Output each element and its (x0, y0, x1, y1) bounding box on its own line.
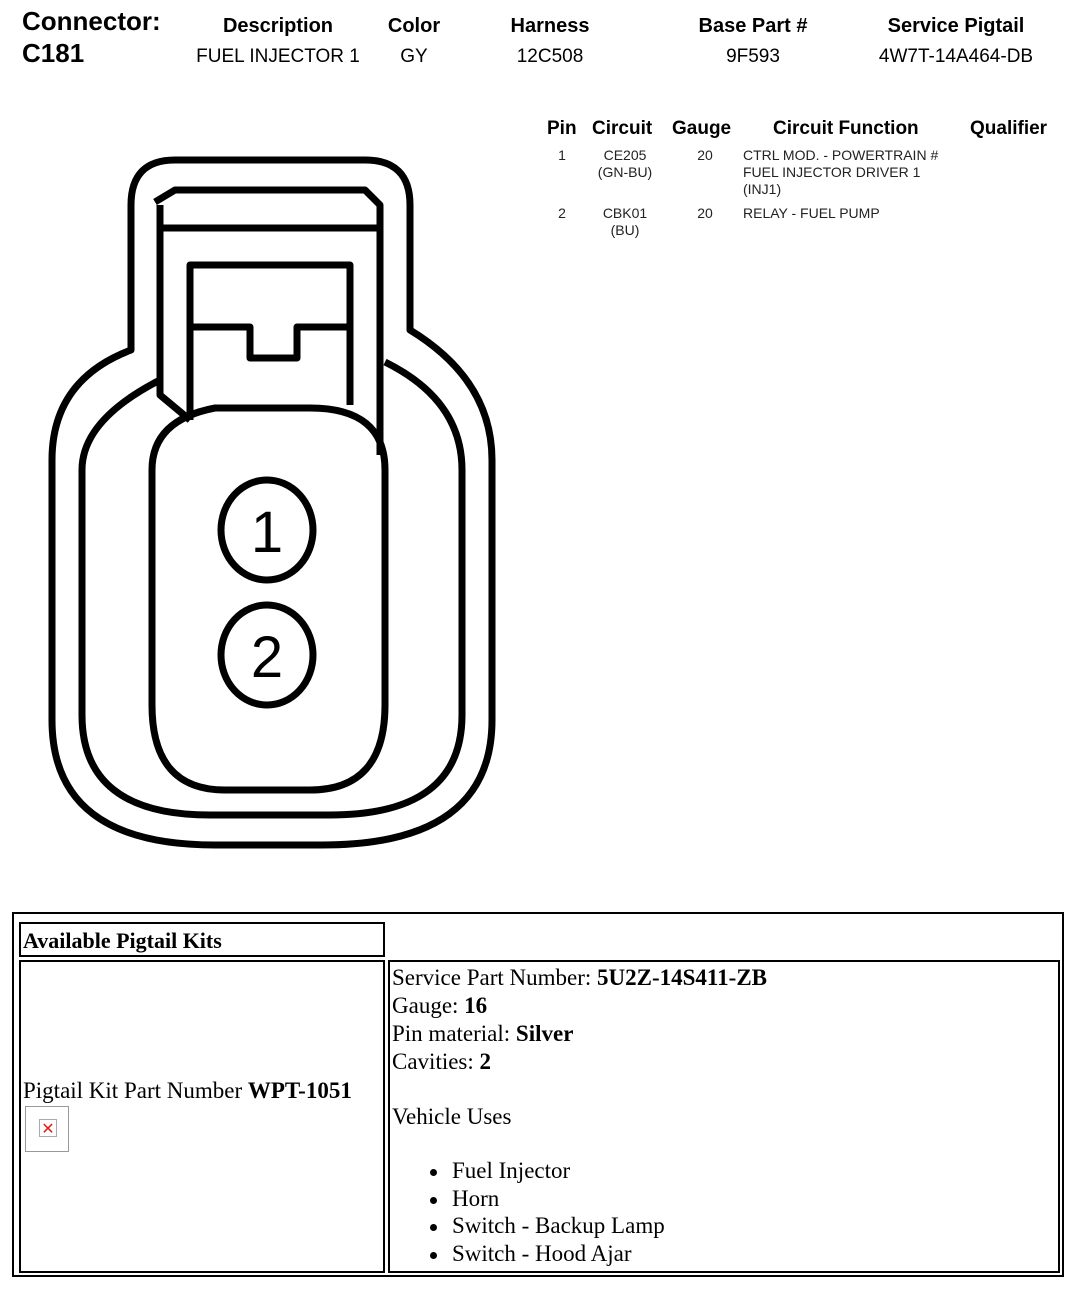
row-2-circuit (585, 205, 665, 239)
pigtail-kits-table (12, 912, 1064, 1277)
vehicle-use-item: Fuel Injector (426, 1157, 665, 1185)
vehicle-uses-label: Vehicle Uses (392, 1104, 512, 1129)
locking-tab-notch (190, 327, 350, 358)
connector-id: C181 (22, 38, 85, 68)
service-part-number-value: 5U2Z-14S411-ZB (597, 965, 768, 990)
header-service-pigtail (860, 14, 1052, 70)
header-color (374, 14, 454, 70)
pin-header: Pin (547, 118, 577, 139)
pin-material-label: Pin material: (392, 1021, 516, 1046)
header-service-pigtail-label: Service Pigtail (887, 15, 1025, 37)
header-description-label: Description (222, 15, 334, 37)
row-1-circuit-color: (GN-BU) (597, 164, 653, 180)
circuit-header: Circuit (592, 118, 653, 139)
row-1-function-line-1: CTRL MOD. - POWERTRAIN # (743, 147, 939, 163)
locking-tab (190, 265, 350, 420)
row-1-gauge: 20 (697, 147, 713, 163)
row-2-function-line-1: RELAY - FUEL PUMP (743, 205, 880, 221)
pigtail-kit-part-number (23, 1078, 352, 1104)
pigtail-details-cell (388, 960, 1060, 1273)
row-1-pin: 1 (558, 147, 566, 163)
row-1-function-line-3: (INJ1) (743, 181, 782, 197)
connector-face-diagram (40, 150, 510, 860)
row-2-gauge: 20 (697, 205, 713, 221)
header-description-value: FUEL INJECTOR 1 (196, 46, 360, 67)
header-base-part-value: 9F593 (726, 46, 780, 67)
header-color-value: GY (400, 46, 428, 67)
pin-material-row (392, 1020, 1056, 1048)
header-harness-value: 12C508 (516, 46, 584, 67)
gauge-header: Gauge (672, 118, 732, 139)
header-service-pigtail-value: 4W7T-14A464-DB (878, 46, 1034, 67)
cavities-label: Cavities: (392, 1049, 480, 1074)
row-2-pin: 2 (558, 205, 566, 221)
row-1-function (743, 147, 938, 198)
row-2-circuit-id: CBK01 (602, 205, 648, 221)
gauge-label: Gauge: (392, 993, 465, 1018)
vehicle-use-item: Switch - Hood Ajar (426, 1240, 665, 1268)
gauge-value: 16 (464, 993, 488, 1018)
gauge-row (392, 992, 1056, 1020)
vehicle-uses-list (426, 1157, 665, 1267)
service-part-number-row (392, 964, 1056, 992)
pigtail-kit-cell (19, 960, 385, 1273)
pin-2-label: 2 (250, 625, 284, 690)
qualifier-header: Qualifier (970, 118, 1048, 139)
header-base-part-label: Base Part # (698, 15, 808, 37)
row-2-function (743, 205, 880, 222)
vehicle-use-item: Horn (426, 1185, 665, 1213)
header-base-part (680, 14, 826, 70)
pigtail-kit-number: WPT-1051 (247, 1078, 352, 1103)
header-color-label: Color (387, 15, 441, 37)
pin-1-label: 1 (250, 500, 284, 565)
connector-label: Connector: (22, 6, 161, 36)
pigtail-kit-label: Pigtail Kit Part Number (23, 1078, 248, 1103)
connector-inner-shell (82, 362, 462, 815)
terminal-cavity (152, 408, 385, 790)
row-1-circuit (585, 147, 665, 181)
header-harness-label: Harness (510, 15, 590, 37)
cavities-value: 2 (479, 1049, 492, 1074)
cavities-row (392, 1048, 1056, 1076)
pigtail-kits-title: Available Pigtail Kits (19, 922, 385, 957)
header-description (178, 14, 378, 70)
row-2-circuit-color: (BU) (610, 222, 640, 238)
service-part-number-label: Service Part Number: (392, 965, 598, 990)
row-1-function-line-2: FUEL INJECTOR DRIVER 1 (743, 164, 921, 180)
pin-material-value: Silver (515, 1021, 574, 1046)
header-harness (490, 14, 610, 70)
broken-image-icon: ✕ (25, 1106, 69, 1152)
function-header: Circuit Function (773, 118, 919, 139)
vehicle-use-item: Switch - Backup Lamp (426, 1212, 665, 1240)
row-1-circuit-id: CE205 (603, 147, 647, 163)
